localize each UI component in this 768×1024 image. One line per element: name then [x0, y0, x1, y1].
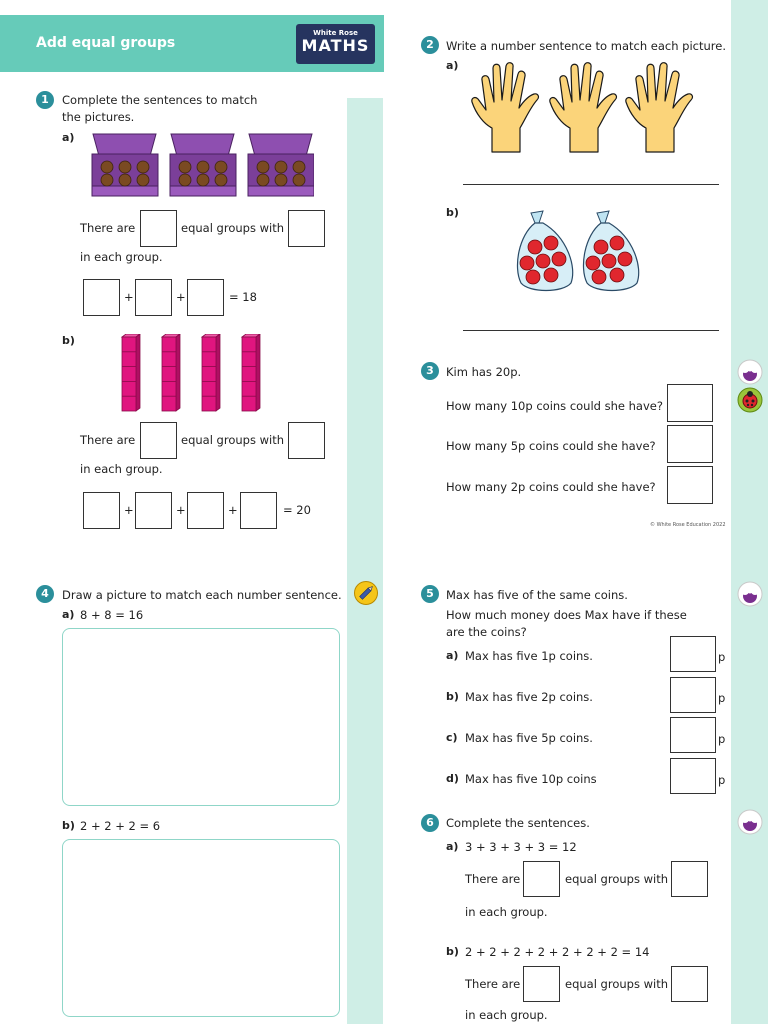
q1b-groups-answer-box[interactable] — [140, 422, 177, 459]
q6a-groups-answer-box[interactable] — [523, 861, 560, 897]
q6b-there-are-text: There are — [465, 977, 521, 991]
chocolate-box-1 — [92, 134, 158, 196]
q3-5p-answer-box[interactable] — [667, 425, 713, 463]
pencil-icon — [354, 581, 378, 605]
q6-part-a-label: a) — [446, 840, 459, 853]
q5d-unit: p — [718, 773, 726, 787]
copyright-notice: © White Rose Education 2022 — [650, 522, 726, 528]
q1b-total: = 20 — [283, 503, 311, 517]
question-number-3: 3 — [421, 362, 439, 380]
q5a-answer-box[interactable] — [670, 636, 716, 672]
q5c-unit: p — [718, 732, 726, 746]
q1b-there-are-text: There are — [80, 433, 136, 447]
q1a-plus-1: + — [124, 290, 134, 304]
q6a-in-each-group-text: in each group. — [465, 905, 548, 919]
q6b-number-sentence: 2 + 2 + 2 + 2 + 2 + 2 + 2 = 14 — [465, 945, 650, 959]
q1a-groups-answer-box[interactable] — [140, 210, 177, 247]
q5-instruction-line3: are the coins? — [446, 625, 527, 639]
q1a-addend-box-3[interactable] — [187, 279, 224, 316]
margin-band-middle — [347, 98, 383, 1024]
q4-part-b-label: b) — [62, 819, 75, 832]
q6b-groups-answer-box[interactable] — [523, 966, 560, 1002]
q1a-there-are-text: There are — [80, 221, 136, 235]
q5c-text: Max has five 5p coins. — [465, 731, 593, 745]
q6a-number-sentence: 3 + 3 + 3 + 3 = 12 — [465, 840, 577, 854]
thinking-cloud-icon-3 — [737, 809, 763, 835]
q6-part-b-label: b) — [446, 945, 459, 958]
q2-instruction: Write a number sentence to match each picture. — [446, 39, 726, 53]
q6b-each-group-answer-box[interactable] — [671, 966, 708, 1002]
thinking-cloud-icon-2 — [737, 581, 763, 607]
q1a-addend-box-1[interactable] — [83, 279, 120, 316]
q5-part-c-label: c) — [446, 731, 458, 744]
q6a-each-group-answer-box[interactable] — [671, 861, 708, 897]
q4-instruction: Draw a picture to match each number sentence. — [62, 588, 342, 602]
q1b-plus-2: + — [176, 503, 186, 517]
q1b-addend-box-2[interactable] — [135, 492, 172, 529]
logo-main-text: MATHS — [301, 36, 370, 55]
q1a-plus-2: + — [176, 290, 186, 304]
logo-top-text: White Rose — [313, 29, 358, 37]
question-number-2: 2 — [421, 36, 439, 54]
chocolate-box-3 — [248, 134, 314, 196]
q5-instruction-line2: How much money does Max have if these — [446, 608, 687, 622]
two-bags-of-apples-picture — [515, 205, 647, 295]
q1a-equal-groups-text: equal groups with — [181, 221, 285, 235]
q4b-drawing-area[interactable] — [62, 839, 340, 1017]
question-number-5: 5 — [421, 585, 439, 603]
q3-question-2p: How many 2p coins could she have? — [446, 480, 656, 494]
question-number-4: 4 — [36, 585, 54, 603]
q1a-addend-box-2[interactable] — [135, 279, 172, 316]
q2-part-b-label: b) — [446, 206, 459, 219]
q6a-equal-groups-text: equal groups with — [565, 872, 669, 886]
q3-2p-answer-box[interactable] — [667, 466, 713, 504]
q1b-addend-box-1[interactable] — [83, 492, 120, 529]
q1b-in-each-group-text: in each group. — [80, 462, 163, 476]
q2-part-a-label: a) — [446, 59, 459, 72]
q5d-text: Max has five 10p coins — [465, 772, 597, 786]
page-title: Add equal groups — [36, 35, 176, 51]
q5b-answer-box[interactable] — [670, 677, 716, 713]
q1b-addend-box-3[interactable] — [187, 492, 224, 529]
q2b-answer-line[interactable] — [463, 330, 719, 331]
q3-10p-answer-box[interactable] — [667, 384, 713, 422]
q5-part-b-label: b) — [446, 690, 459, 703]
q5-part-a-label: a) — [446, 649, 459, 662]
q3-question-5p: How many 5p coins could she have? — [446, 439, 656, 453]
q1b-each-group-answer-box[interactable] — [288, 422, 325, 459]
white-rose-maths-logo — [296, 24, 375, 64]
q4b-number-sentence: 2 + 2 + 2 = 6 — [80, 819, 161, 833]
q5-part-d-label: d) — [446, 772, 459, 785]
q1-instruction-line1: Complete the sentences to match — [62, 93, 258, 107]
q1a-in-each-group-text: in each group. — [80, 250, 163, 264]
question-number-6: 6 — [421, 814, 439, 832]
q3-question-10p: How many 10p coins could she have? — [446, 399, 663, 413]
thinking-cloud-icon — [737, 359, 763, 385]
q5a-unit: p — [718, 650, 726, 664]
q1b-addend-box-4[interactable] — [240, 492, 277, 529]
question-number-1: 1 — [36, 91, 54, 109]
three-hands-picture — [470, 58, 698, 154]
q1b-plus-1: + — [124, 503, 134, 517]
q1a-each-group-answer-box[interactable] — [288, 210, 325, 247]
q5d-answer-box[interactable] — [670, 758, 716, 794]
q4a-number-sentence: 8 + 8 = 16 — [80, 608, 144, 622]
q6-instruction: Complete the sentences. — [446, 816, 590, 830]
ladybird-icon — [737, 387, 763, 413]
chocolate-box-2 — [170, 134, 236, 196]
q4-part-a-label: a) — [62, 608, 75, 621]
q5b-text: Max has five 2p coins. — [465, 690, 593, 704]
chocolate-boxes-picture — [90, 130, 314, 200]
cube-towers-picture — [118, 334, 266, 414]
q5b-unit: p — [718, 691, 726, 705]
q3-instruction: Kim has 20p. — [446, 365, 522, 379]
q5-instruction-line1: Max has five of the same coins. — [446, 588, 628, 602]
q1-instruction-line2: the pictures. — [62, 110, 135, 124]
q1-part-a-label: a) — [62, 131, 75, 144]
q2a-answer-line[interactable] — [463, 184, 719, 185]
q1b-plus-3: + — [228, 503, 238, 517]
margin-band-right — [731, 0, 768, 1024]
q5a-text: Max has five 1p coins. — [465, 649, 593, 663]
q6b-in-each-group-text: in each group. — [465, 1008, 548, 1022]
q1a-total: = 18 — [229, 290, 257, 304]
q6b-equal-groups-text: equal groups with — [565, 977, 669, 991]
q5c-answer-box[interactable] — [670, 717, 716, 753]
q1-part-b-label: b) — [62, 334, 75, 347]
q1b-equal-groups-text: equal groups with — [181, 433, 285, 447]
q4a-drawing-area[interactable] — [62, 628, 340, 806]
q6a-there-are-text: There are — [465, 872, 521, 886]
